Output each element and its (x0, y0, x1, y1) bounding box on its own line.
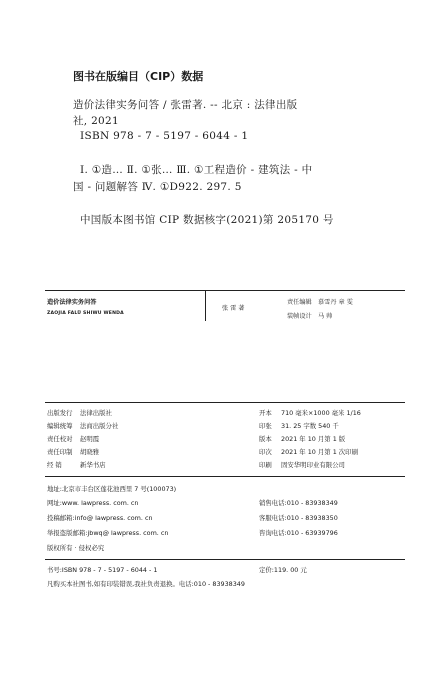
editor-value: 慕雪丹 章 雯 (318, 299, 353, 306)
publish-left-value-5: 新华书店 (80, 461, 106, 469)
footer-isbn: 书号:ISBN 978 - 7 - 5197 - 6044 - 1 (47, 566, 158, 574)
editor-label: 责任编辑 (287, 299, 312, 306)
cip-line-1: 造价法律实务问答 / 张雷著. -- 北京 : 法律出版 (73, 99, 298, 111)
book-info-divider (205, 291, 206, 321)
publish-right-value-3: 2021 年 10 月第 1 版 (281, 435, 346, 443)
service-phone: 客服电话:010 - 83938350 (259, 514, 338, 522)
publish-right-value-1: 710 毫米×1000 毫米 1/16 (281, 409, 361, 417)
cip-core-number: 中国版本图书馆 CIP 数据核字(2021)第 205170 号 (80, 214, 334, 226)
publish-top-rule (45, 402, 405, 403)
publish-right-label-1: 开本 (259, 409, 272, 417)
publish-left-label-2: 编辑统筹 (47, 422, 73, 430)
publish-left-label-5: 经 销 (47, 461, 62, 469)
publisher-website: 网址:www. lawpress. com. cn (47, 499, 139, 507)
footer-price: 定价:119. 00 元 (259, 566, 307, 574)
rights-notice: 版权所有 · 侵权必究 (47, 544, 105, 552)
publish-right-label-5: 印刷 (259, 461, 272, 469)
publish-right-value-4: 2021 年 10 月第 1 次印刷 (281, 448, 358, 456)
contact-top-rule (45, 476, 405, 477)
footer-notice: 凡购买本社图书,如有印装错误,我社负责退换。电话:010 - 83938349 (47, 580, 245, 588)
publish-left-label-4: 责任印制 (47, 448, 73, 456)
book-author: 张 雷 著 (222, 305, 245, 312)
publish-right-value-2: 31. 25 字数 540 千 (281, 422, 339, 430)
cip-line-2: 社, 2021 (73, 115, 119, 127)
publish-left-value-4: 胡晓雅 (80, 448, 100, 456)
cip-isbn: ISBN 978 - 7 - 5197 - 6044 - 1 (80, 130, 249, 142)
sales-phone: 销售电话:010 - 83938349 (259, 499, 338, 507)
designer-value: 马 帅 (318, 313, 333, 320)
book-title-cn: 造价法律实务问答 (47, 299, 97, 306)
publish-right-label-2: 印张 (259, 422, 272, 430)
publish-right-label-4: 印次 (259, 448, 272, 456)
publish-right-value-5: 固安华明印业有限公司 (281, 461, 345, 469)
publish-left-label-3: 责任校对 (47, 435, 73, 443)
report-email: 举报盗版邮箱:jbwq@ lawpress. com. cn (47, 529, 169, 537)
book-title-pinyin: ZAOJIA FALÜ SHIWU WENDA (47, 311, 124, 316)
footer-top-rule (45, 559, 405, 560)
cip-title: 图书在版编目（CIP）数据 (73, 70, 204, 83)
publish-right-label-3: 版本 (259, 435, 272, 443)
publish-left-value-3: 赵明霞 (80, 435, 100, 443)
book-info-top-rule (45, 290, 405, 291)
publish-left-label-1: 出版发行 (47, 409, 73, 417)
publish-left-value-1: 法律出版社 (80, 409, 112, 417)
submit-email: 投稿邮箱:info@ lawpress. com. cn (47, 514, 153, 522)
designer-label: 装帧设计 (287, 313, 312, 320)
publisher-address: 地址:北京市丰台区莲花池西里 7 号(100073) (47, 485, 177, 493)
consult-phone: 咨询电话:010 - 63939796 (259, 529, 338, 537)
publish-left-value-2: 法商出版分社 (80, 422, 119, 430)
cip-line-5: 国 - 问题解答 Ⅳ. ①D922. 297. 5 (73, 181, 242, 193)
cip-line-4: Ⅰ. ①造… Ⅱ. ①张… Ⅲ. ①工程造价 - 建筑法 - 中 (80, 164, 313, 176)
